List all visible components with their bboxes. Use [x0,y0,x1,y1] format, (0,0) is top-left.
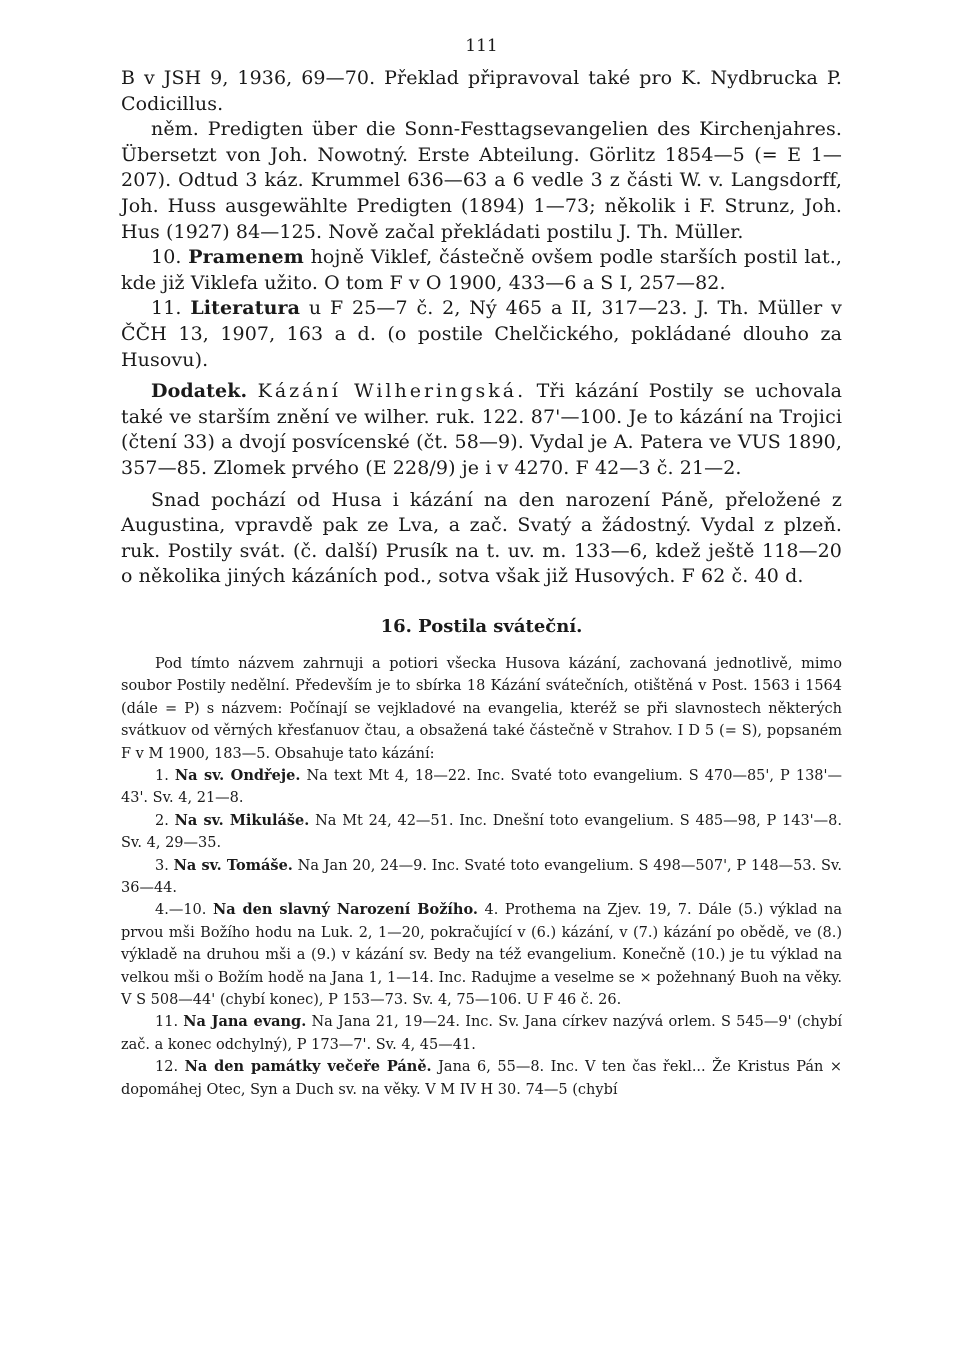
list-item: 2. Na sv. Mikuláše. Na Mt 24, 42—51. Inc. Dnešní toto evangelium. S 485—98, P 143'—8. Sv. 4, 29—35. [121,811,842,852]
list-item: 3. Na sv. Tomáše. Na Jan 20, 24—9. Inc. Svaté toto evangelium. S 498—507', P 148—53. Sv. 36—44. [121,856,842,896]
paragraph-addendum [121,379,842,481]
list-item: 12. Na den památky večeře Páně. Jana 6, 55—8. Inc. V ten čas řekl... Že Kristus Pán ⨯ dopomáhej Otec, Syn a Duch sv. na věky. V M IV H 30. 74—5 (chybí [121,1058,842,1098]
paragraph-number: 11. [151,297,182,320]
spaced-title: Kázání Wilheringská. [257,380,527,403]
paragraph-text: u F 25—7 č. 2, Ný 465 a II, 317—23. J. Th. Müller v ČČH 13, 1907, 163 a d. (o postile Chelčického, pokládané dlouho za Husovu). [121,297,842,371]
paragraph-number: 10. [151,246,182,269]
list-item: 11. Na Jana evang. Na Jana 21, 19—24. Inc. Sv. Jana církev nazývá orlem. S 545—9' (chybí zač. a konec odchylný), P 173—7'. Sv. 4, 45—41. [121,1013,843,1053]
bold-term: Pramenem [188,246,304,269]
bold-term: Dodatek. [151,380,248,403]
list-item: 4.—10. Na den slavný Narození Božího. 4. Prothema na Zjev. 19, 7. Dále (5.) výklad na prvou mši Božího hodu na Luk. 2, 1—20, pokračující v (6.) kázání, v (7.) kázání po obědě, ve (8.) výkladě na druhou mši a (9.) v kázání sv. Bedy na též evangelium. Konečně (10.) je tu výklad na velkou mši o Božím hodě na Jana 1, 1—14. Inc. Radujme a veselme se ⨯ požehnaný Buoh na věky. V S 508—44' (chybí konec), P 153—73. Sv. 4, 75—106. U F 46 č. 26. [121,901,843,1008]
paragraph-nativity-sermon: Snad pochází od Husa i kázání na den narození Páně, přeložené z Augustina, vpravdě pak ze Lva, a zač. Svatý a žádostný. Vydal z plzeň. ruk. Postily svát. (č. další) Prusík na t. uv. m. 133—6, kdež ještě 118—20 o několika jiných kázáních pod., sotva však již Husových. F 62 č. 40 d. [121,488,842,588]
paragraph-text: hojně Viklef, částečně ovšem podle starších postil lat., kde již Viklefa užito. O tom F v O 1900, 433—6 a S I, 257—82. [121,246,842,294]
bold-term: Literatura [190,297,301,320]
page-number: 111 [465,36,498,56]
list-item: 1. Na sv. Ondřeje. Na text Mt 4, 18—22. Inc. Svaté toto evangelium. S 470—85', P 138'—43'. Sv. 4, 21—8. [121,766,843,807]
section-title: 16. Postila sváteční. [380,615,583,637]
section-intro: Pod tímto názvem zahrnuji a potiori všecka Husova kázání, zachovaná jednotlivě, mimo soubor Postily nedělní. Především je to sbírka 18 Kázání svátečních, otištěná v Post. 1563 i 1564 (dále = P) s názvem: Počínají se vejkladové na evangelia, kteréž se při slavnostech některých svátkuov od věrných křesťanuov čtau, a obsažená také částečně v Strahov. I D 5 (= S), popsaném F v M 1900, 183—5. Obsahuje tato kázání: [121,655,842,762]
small-text [121,653,842,1101]
paragraph-literature [121,296,842,373]
paragraph-sources [121,245,842,296]
paragraph-german-translation: něm. Predigten über die Sonn-Festtagsevangelien des Kirchenjahres. Übersetzt von Joh. Nowotný. Erste Abteilung. Görlitz 1854—5 (= E 1—207). Odtud 3 káz. Krummel 636—63 a 6 vedle 3 z části W. v. Langsdorff, Joh. Huss ausgewählte Predigten (1894) 1—73; několik i F. Strunz, Joh. Hus (1927) 84—125. Nově začal překládati postilu J. Th. Müller. [121,118,842,243]
main-text [121,66,842,590]
paragraph-translation-note: B v JSH 9, 1936, 69—70. Překlad připravoval také pro K. Nydbrucka P. Codicillus. [121,67,842,115]
paragraph-text: Tři kázání Postily se uchovala také ve starším znění ve wilher. ruk. 122. 87'—100. Je to kázání na Trojici (čtení 33) a dvojí posvícenské (čt. 58—9). Vydal je A. Patera ve VUS 1890, 357—85. Zlomek prvého (E 228/9) je i v 4270. F 42—3 č. 21—2. [121,380,843,479]
